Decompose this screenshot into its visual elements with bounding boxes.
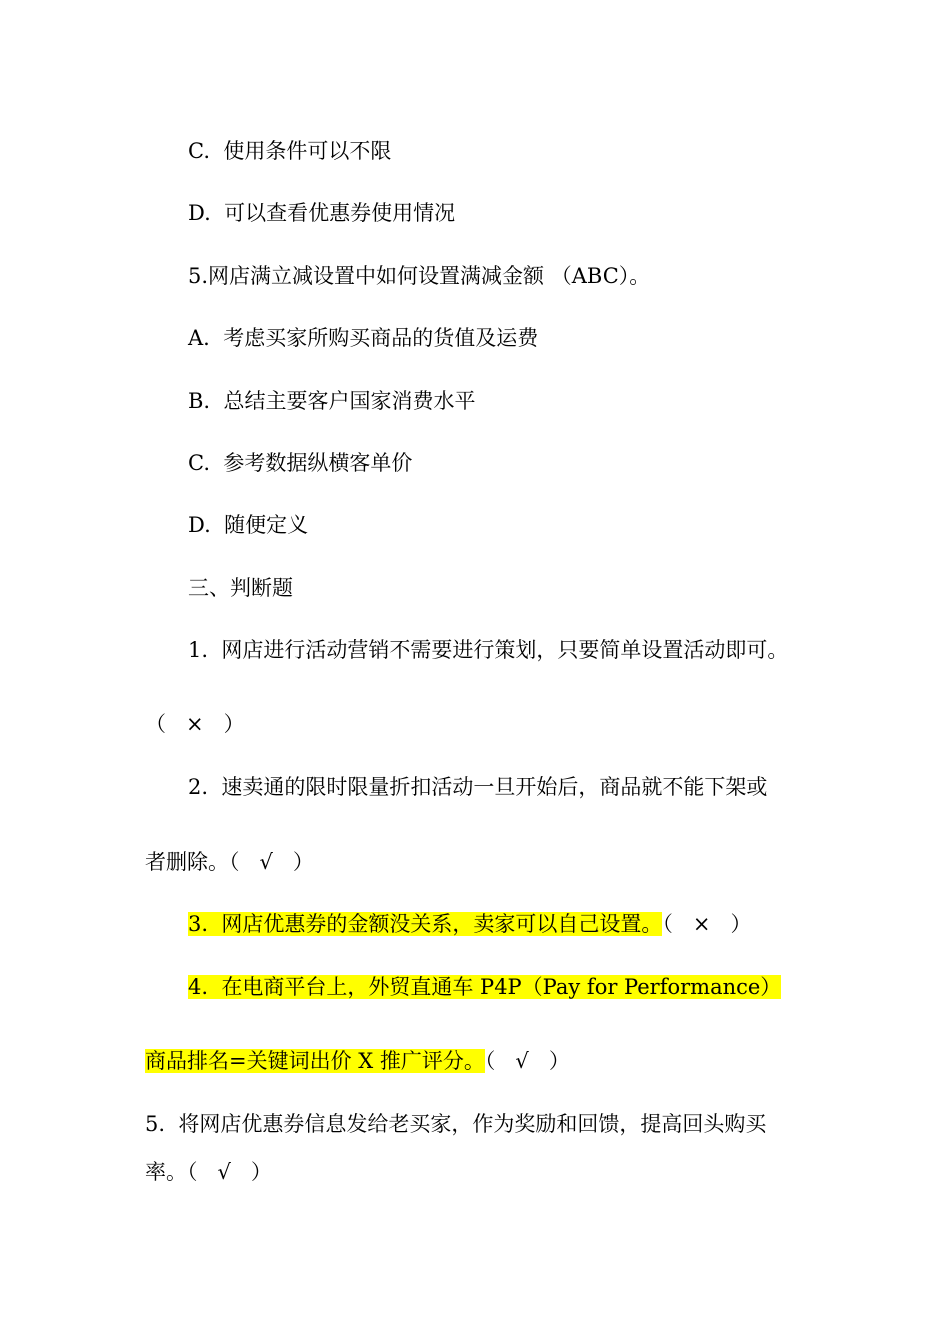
option-d-line-2: D. 随便定义 xyxy=(188,513,309,537)
section-heading: 三、判断题 xyxy=(188,576,293,600)
tf-question-2-cont: 者删除。（ √ ） xyxy=(145,850,314,874)
tf-question-3: 3. 网店优惠券的金额没关系，卖家可以自己设置。 xyxy=(188,912,663,936)
tf-answer-4: （ √ ） xyxy=(484,1049,570,1073)
tf-question-5: 5. 将网店优惠券信息发给老买家，作为奖励和回馈，提高回头购买 xyxy=(145,1112,767,1136)
option-c-line: C. 使用条件可以不限 xyxy=(188,139,392,163)
tf-answer-3: （ × ） xyxy=(662,912,752,936)
tf-question-1: 1. 网店进行活动营销不需要进行策划，只要简单设置活动即可。 xyxy=(188,638,789,662)
option-d-line: D. 可以查看优惠券使用情况 xyxy=(188,201,456,225)
tf-question-4-text: 4. 在电商平台上，外贸直通车 P4P（Pay for Performance） xyxy=(188,975,782,999)
question-5-line: 5.网店满立减设置中如何设置满减金额 （ABC）。 xyxy=(188,264,651,288)
tf-question-3-row xyxy=(188,909,752,939)
option-c-line-2: C. 参考数据纵横客单价 xyxy=(188,451,413,475)
tf-question-2: 2. 速卖通的限时限量折扣活动一旦开始后，商品就不能下架或 xyxy=(188,775,768,799)
tf-answer-1: （ × ） xyxy=(145,712,245,736)
tf-question-4-cont-row xyxy=(145,1046,570,1076)
option-a-line: A. 考虑买家所购买商品的货值及运费 xyxy=(188,326,539,350)
tf-question-5-cont: 率。（ √ ） xyxy=(145,1160,272,1184)
tf-question-4-cont: 商品排名=关键词出价 X 推广评分。 xyxy=(145,1049,485,1073)
tf-question-4 xyxy=(188,972,781,1002)
option-b-line: B. 总结主要客户国家消费水平 xyxy=(188,389,476,413)
